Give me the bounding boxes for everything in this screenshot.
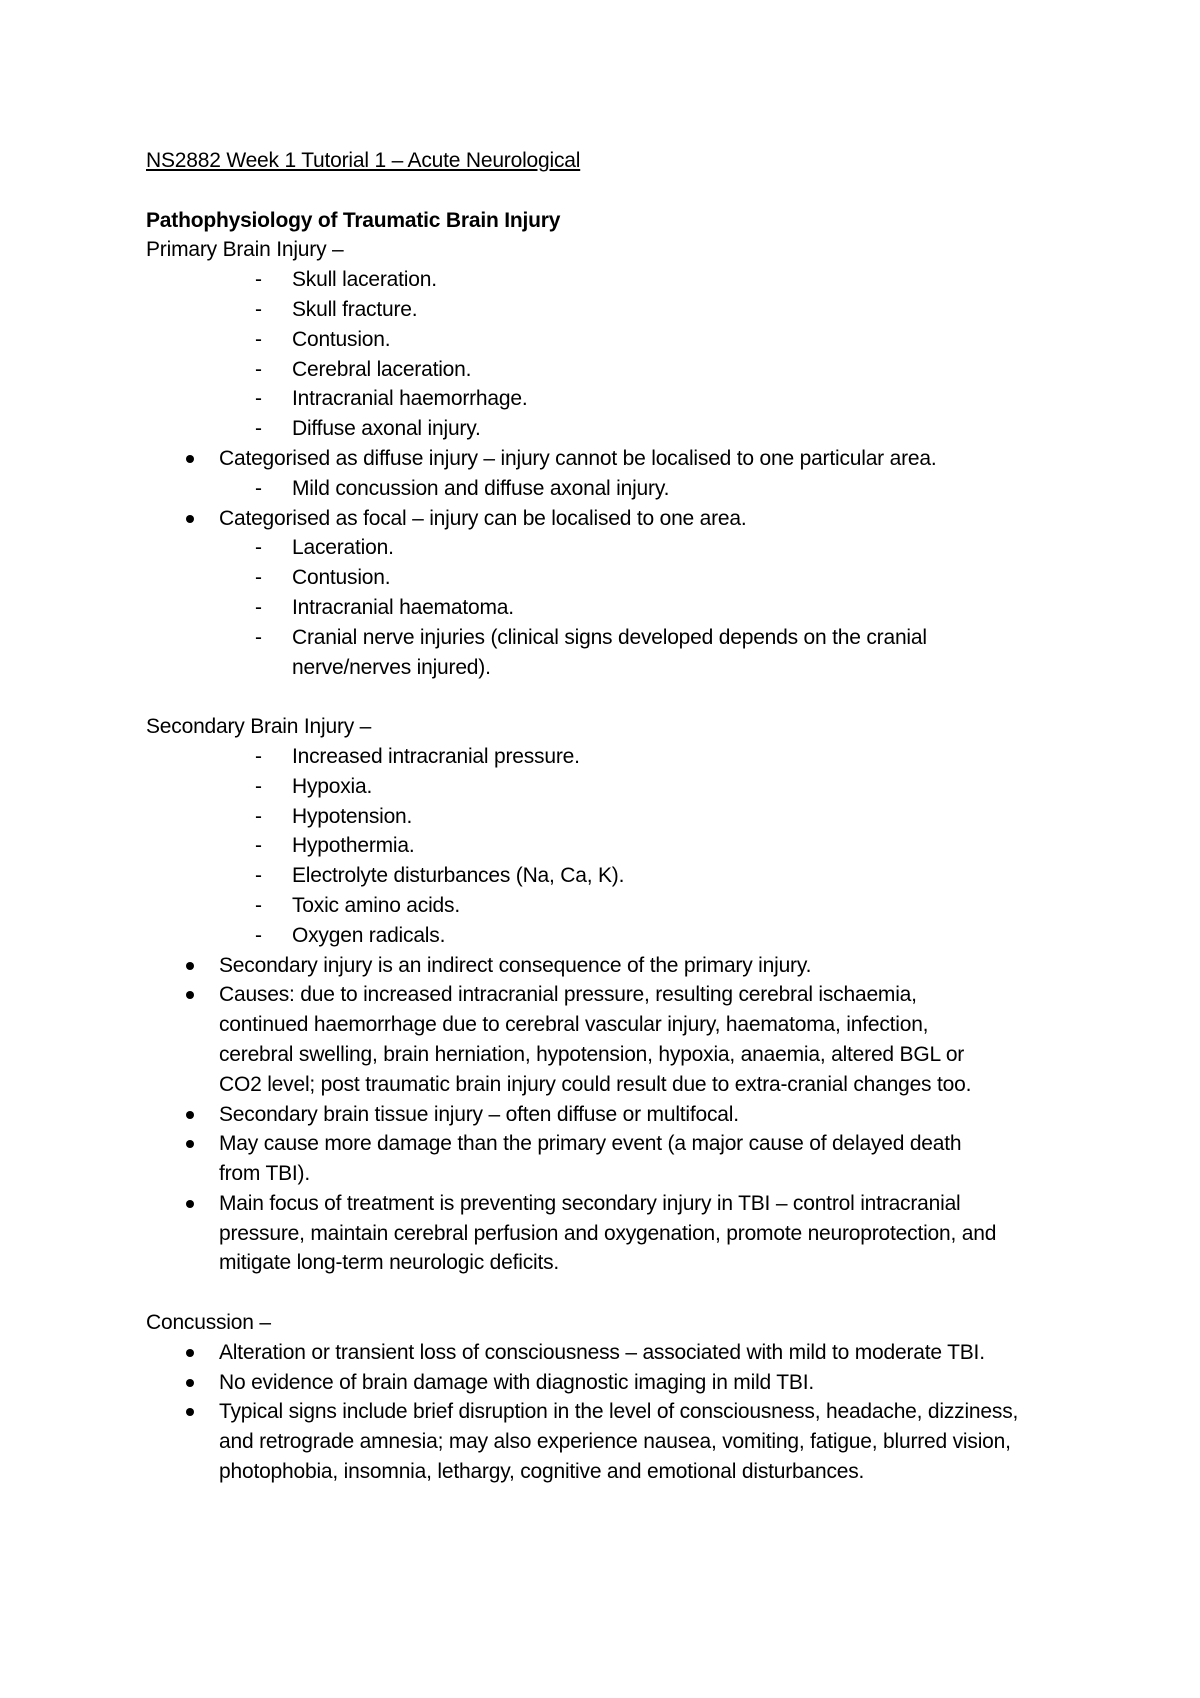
dash-marker: - xyxy=(255,297,262,321)
list-item xyxy=(255,831,1076,861)
list-item-text: Increased intracranial pressure. xyxy=(292,744,580,768)
list-item-text: Laceration. xyxy=(292,536,394,560)
bullet-text: May cause more damage than the primary event (a major cause of delayed death from TBI). xyxy=(219,1132,962,1186)
bullet-text: Main focus of treatment is preventing secondary injury in TBI – control intracranial pressure, maintain cerebral perfusion and oxygenation, promote neuroprotection, and mitigate long-term neurologic deficits. xyxy=(219,1191,997,1275)
list-item xyxy=(255,891,1076,921)
dash-marker: - xyxy=(255,387,262,411)
primary-categories xyxy=(146,444,1076,682)
bullet-item xyxy=(219,1189,999,1278)
bullet-item-diffuse xyxy=(219,444,1076,504)
bullet-text: Categorised as focal – injury can be localised to one area. xyxy=(219,506,747,530)
diffuse-sublist xyxy=(219,474,1076,504)
bullet-item-focal xyxy=(219,504,1076,683)
bullet-icon xyxy=(186,515,194,523)
bullet-text: Categorised as diffuse injury – injury cannot be localised to one particular area. xyxy=(219,446,937,470)
bullet-icon xyxy=(186,991,194,999)
primary-injury-label: Primary Brain Injury – xyxy=(146,238,344,262)
list-item xyxy=(255,593,1076,623)
spacer xyxy=(146,1278,1076,1308)
bullet-text: Causes: due to increased intracranial pressure, resulting cerebral ischaemia, continued haemorrhage due to cerebral vascular injury, haematoma, infection, cerebral swelling, brain herniation, hypotension, hypoxia, anaemia, altered BGL or CO2 level; post traumatic brain injury could result due to extra-cranial changes too. xyxy=(219,983,972,1096)
list-item xyxy=(255,355,1076,385)
primary-injury-list xyxy=(146,265,1076,444)
dash-marker: - xyxy=(255,327,262,351)
dash-marker: - xyxy=(255,804,262,828)
bullet-item xyxy=(219,951,999,981)
bullet-text: Secondary injury is an indirect consequence of the primary injury. xyxy=(219,953,812,977)
dash-marker: - xyxy=(255,893,262,917)
bullet-item xyxy=(219,1129,999,1189)
list-item-text: Diffuse axonal injury. xyxy=(292,417,481,441)
list-item xyxy=(255,533,1076,563)
document-body xyxy=(146,146,1076,1487)
section-heading: Pathophysiology of Traumatic Brain Injury xyxy=(146,208,561,232)
list-item-text: Electrolyte disturbances (Na, Ca, K). xyxy=(292,864,625,888)
bullet-item xyxy=(219,1338,1019,1368)
bullet-icon xyxy=(186,962,194,970)
bullet-item xyxy=(219,1368,1019,1398)
bullet-icon xyxy=(186,1379,194,1387)
dash-marker: - xyxy=(255,476,262,500)
list-item-text: Contusion. xyxy=(292,566,391,590)
secondary-injury-label: Secondary Brain Injury – xyxy=(146,715,372,739)
bullet-icon xyxy=(186,1140,194,1148)
bullet-icon xyxy=(186,1200,194,1208)
list-item-text: Mild concussion and diffuse axonal injury. xyxy=(292,476,670,500)
dash-marker: - xyxy=(255,864,262,888)
list-item-text: Cranial nerve injuries (clinical signs developed depends on the cranial nerve/nerves injured). xyxy=(292,625,927,679)
dash-marker: - xyxy=(255,625,262,649)
bullet-text: No evidence of brain damage with diagnostic imaging in mild TBI. xyxy=(219,1370,814,1394)
list-item-text: Hypoxia. xyxy=(292,774,373,798)
bullet-icon xyxy=(186,1349,194,1357)
bullet-item xyxy=(219,980,999,1099)
list-item-text: Skull laceration. xyxy=(292,268,437,292)
list-item xyxy=(255,325,1076,355)
concussion-label: Concussion – xyxy=(146,1311,271,1335)
list-item xyxy=(255,802,1076,832)
concussion-bullets xyxy=(146,1338,1019,1487)
dash-marker: - xyxy=(255,357,262,381)
list-item-text: Skull fracture. xyxy=(292,297,418,321)
list-item xyxy=(255,474,1076,504)
bullet-icon xyxy=(186,1408,194,1416)
document-title: NS2882 Week 1 Tutorial 1 – Acute Neurological xyxy=(146,149,581,172)
list-item xyxy=(255,623,992,683)
bullet-icon xyxy=(186,1111,194,1119)
list-item xyxy=(255,772,1076,802)
list-item xyxy=(255,563,1076,593)
dash-marker: - xyxy=(255,834,262,858)
bullet-text: Alteration or transient loss of consciousness – associated with mild to moderate TBI. xyxy=(219,1340,985,1364)
list-item-text: Contusion. xyxy=(292,327,391,351)
dash-marker: - xyxy=(255,774,262,798)
list-item-text: Hypotension. xyxy=(292,804,413,828)
bullet-text: Secondary brain tissue injury – often diffuse or multifocal. xyxy=(219,1102,739,1126)
list-item-text: Hypothermia. xyxy=(292,834,415,858)
dash-marker: - xyxy=(255,417,262,441)
list-item-text: Intracranial haematoma. xyxy=(292,595,514,619)
focal-sublist xyxy=(219,533,1076,682)
spacer xyxy=(146,682,1076,712)
spacer xyxy=(146,176,1076,206)
dash-marker: - xyxy=(255,566,262,590)
dash-marker: - xyxy=(255,923,262,947)
list-item xyxy=(255,414,1076,444)
bullet-icon xyxy=(186,455,194,463)
secondary-bullets xyxy=(146,951,999,1279)
secondary-injury-list xyxy=(146,742,1076,951)
list-item xyxy=(255,921,1076,951)
bullet-text: Typical signs include brief disruption in the level of consciousness, headache, dizziness, and retrograde amnesia; may also experience nausea, vomiting, fatigue, blurred vision, photophobia, insomnia, lethargy, cognitive and emotional disturbances. xyxy=(219,1400,1019,1484)
dash-marker: - xyxy=(255,595,262,619)
list-item-text: Intracranial haemorrhage. xyxy=(292,387,528,411)
list-item xyxy=(255,384,1076,414)
list-item-text: Oxygen radicals. xyxy=(292,923,446,947)
dash-marker: - xyxy=(255,536,262,560)
list-item xyxy=(255,861,1076,891)
bullet-item xyxy=(219,1397,1019,1486)
dash-marker: - xyxy=(255,268,262,292)
dash-marker: - xyxy=(255,744,262,768)
list-item xyxy=(255,295,1076,325)
bullet-item xyxy=(219,1100,999,1130)
list-item xyxy=(255,742,1076,772)
list-item xyxy=(255,265,1076,295)
list-item-text: Toxic amino acids. xyxy=(292,893,460,917)
list-item-text: Cerebral laceration. xyxy=(292,357,472,381)
